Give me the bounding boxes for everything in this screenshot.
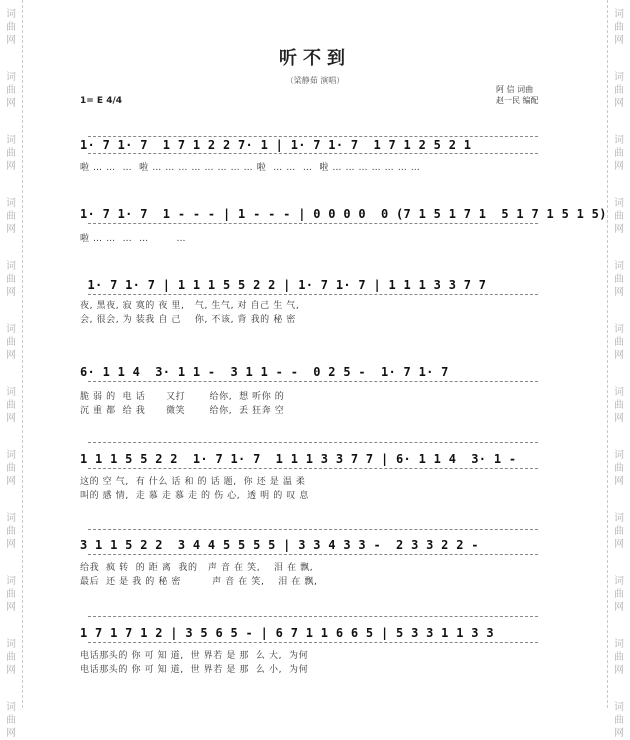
watermark-text: 词曲网	[614, 639, 624, 676]
watermark-text: 词曲网	[614, 702, 624, 739]
watermark-text: 词曲网	[614, 261, 624, 298]
lyric-row: 电话那头的 你 可 知 道, 世 界若 是 那 么 大, 为何	[80, 651, 309, 661]
lyric-row: 啦 … … … 啦 … … … … … … … … 啦 … … … 啦 … … … … … … …	[80, 163, 421, 173]
watermark-text: 词曲网	[6, 324, 16, 361]
underline-mark	[88, 381, 538, 382]
watermark-text: 词曲网	[6, 261, 16, 298]
watermark-text: 词曲网	[614, 450, 624, 487]
watermark-text: 词曲网	[6, 387, 16, 424]
watermark-text: 词曲网	[6, 513, 16, 550]
notes-row: 1· 7 1· 7 | 1 1 1 5 5 2 2 | 1· 7 1· 7 | 1 1 1 3 3 7 7	[80, 278, 487, 292]
beam-mark	[88, 136, 538, 137]
watermark-text: 词曲网	[614, 513, 624, 550]
lyric-row: 电话那头的 你 可 知 道, 世 界若 是 那 么 小, 为何	[80, 665, 309, 675]
song-subtitle: （梁静茹 演唱）	[285, 76, 345, 85]
underline-mark	[88, 554, 538, 555]
lyric-row: 夜, 黑夜, 寂 寞的 夜 里, 气, 生气, 对 自己 生 气,	[80, 301, 300, 311]
underline-mark	[88, 642, 538, 643]
lyric-row: 沉 重 都 给 我 微笑 给你, 丢 狂奔 空	[80, 406, 285, 416]
beam-mark	[88, 442, 538, 443]
watermark-text: 词曲网	[614, 72, 624, 109]
watermark-text: 词曲网	[6, 135, 16, 172]
beam-mark	[88, 529, 538, 530]
song-title: 听不到	[279, 48, 351, 69]
watermark-text: 词曲网	[6, 702, 16, 739]
lyric-row: 会, 很会, 为 装我 自 己 你, 不该, 背 我的 秘 密	[80, 315, 296, 325]
watermark-text: 词曲网	[6, 450, 16, 487]
watermark-text: 词曲网	[6, 576, 16, 613]
lyric-row: 脆 弱 的 电 话 又打 给你, 想 听你 的	[80, 392, 285, 402]
watermark-text: 词曲网	[614, 387, 624, 424]
notes-row: 1 7 1 7 1 2 | 3 5 6 5 - | 6 7 1 1 6 6 5 | 5 3 3 1 1 3 3	[80, 626, 494, 640]
underline-mark	[88, 223, 538, 224]
watermark-text: 词曲网	[6, 639, 16, 676]
watermark-text: 词曲网	[614, 324, 624, 361]
lyric-row: 叫的 感 情, 走 慕 走 慕 走 的 伤 心, 透 明 的 叹 息	[80, 491, 309, 501]
watermark-text: 词曲网	[6, 198, 16, 235]
watermark-text: 词曲网	[6, 72, 16, 109]
notes-row: 3 1 1 5 2 2 3 4 4 5 5 5 5 | 3 3 4 3 3 - 2 3 3 2 2 -	[80, 538, 479, 552]
underline-mark	[88, 468, 538, 469]
watermark-column-right	[607, 0, 630, 739]
beam-mark	[88, 616, 538, 617]
notes-row: 6· 1 1 4 3· 1 1 - 3 1 1 - - 0 2 5 - 1· 7 1· 7	[80, 365, 449, 379]
lyric-row: 给我 疯 转 的 距 离 我的 声 音 在 笑, 泪 在 飘,	[80, 563, 314, 573]
notes-row: 1 1 1 5 5 2 2 1· 7 1· 7 1 1 1 3 3 7 7 | 6· 1 1 4 3· 1 -	[80, 452, 517, 466]
watermark-text: 词曲网	[6, 9, 16, 46]
watermark-column-left	[0, 0, 23, 739]
watermark-text: 词曲网	[614, 9, 624, 46]
lyric-row: 最后 还 是 我 的 秘 密 声 音 在 笑, 泪 在 飘,	[80, 577, 318, 587]
notes-row: 1· 7 1· 7 1 - - - | 1 - - - | 0 0 0 0 0 (7 1 5 1 7 1 5 1 7 1 5 1 5)	[80, 207, 607, 221]
watermark-text: 词曲网	[614, 198, 624, 235]
credits	[496, 84, 539, 106]
credit-lyricist: 阿 信 词曲	[496, 85, 534, 94]
underline-mark	[88, 153, 538, 154]
notes-row: 1· 7 1· 7 1 7 1 2 2 7· 1 | 1· 7 1· 7 1 7 1 2 5 2 1	[80, 138, 472, 152]
underline-mark	[88, 294, 538, 295]
lyric-row: 啦 … … … … …	[80, 234, 187, 244]
key-signature: 1= E 4/4	[80, 96, 123, 106]
watermark-text: 词曲网	[614, 135, 624, 172]
watermark-text: 词曲网	[614, 576, 624, 613]
credit-arranger: 赵一民 编配	[496, 96, 539, 105]
lyric-row: 这的 空 气, 有 什么 话 和 的 话 题, 你 还 是 温 柔	[80, 477, 306, 487]
